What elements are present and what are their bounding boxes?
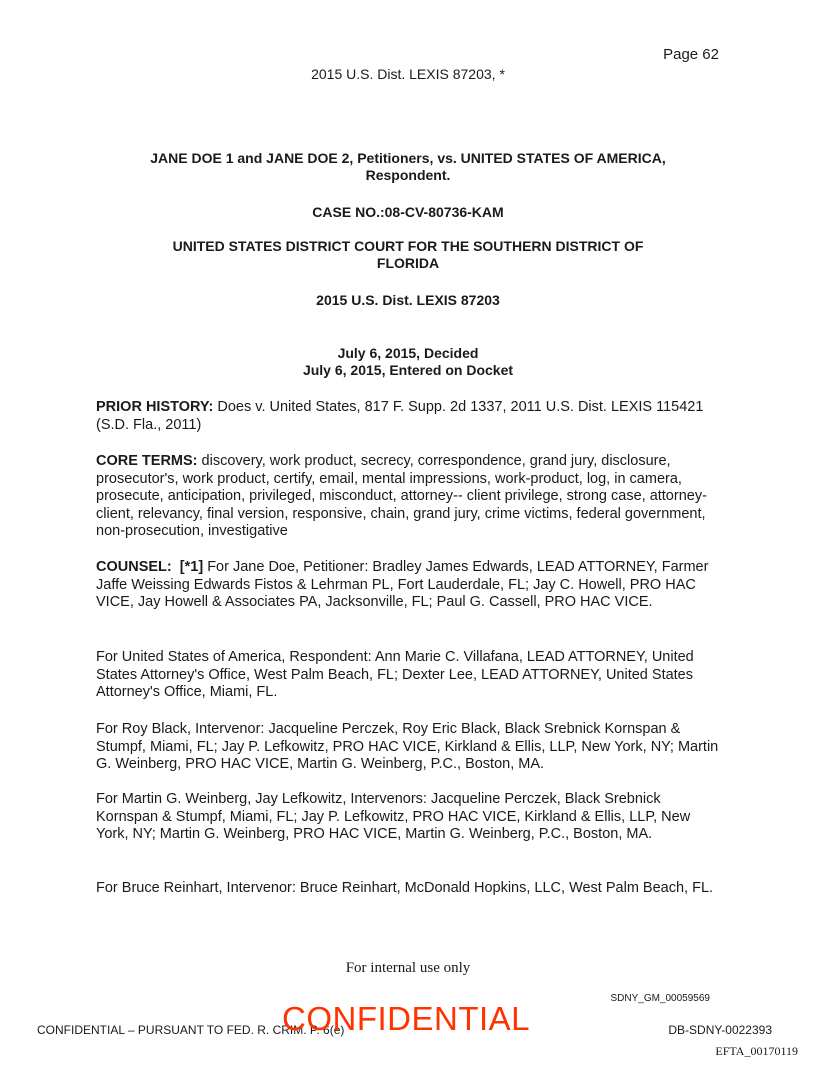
- prior-history-label: PRIOR HISTORY:: [96, 399, 214, 415]
- case-title: JANE DOE 1 and JANE DOE 2, Petitioners, vs. UNITED STATES OF AMERICA, Respondent.: [150, 150, 666, 183]
- core-terms-label: CORE TERMS:: [96, 453, 198, 469]
- counsel-paragraph-1: [96, 559, 726, 612]
- lexis-citation: 2015 U.S. Dist. LEXIS 87203: [316, 292, 500, 308]
- counsel-label: COUNSEL:: [96, 559, 172, 575]
- bates-number-db: DB-SDNY-0022393: [668, 1023, 772, 1037]
- prior-history-text: Does v. United States, 817 F. Supp. 2d 1337, 2011 U.S. Dist. LEXIS 115421 (S.D. Fla., 2011): [96, 399, 704, 433]
- core-terms: [96, 453, 726, 541]
- prior-history: [96, 399, 726, 434]
- confidential-stamp: CONFIDENTIAL: [282, 1000, 531, 1037]
- counsel-paragraph-2: For United States of America, Respondent: Ann Marie C. Villafana, LEAD ATTORNEY, United States Attorney's Office, West Palm Beach, FL; Dexter Lee, LEAD ATTORNEY, United States Attorney's Office, Miami, FL.: [96, 649, 694, 700]
- entered-date: July 6, 2015, Entered on Docket: [302, 362, 514, 378]
- efta-number: EFTA_00170119: [715, 1044, 798, 1058]
- running-citation: 2015 U.S. Dist. LEXIS 87203, *: [311, 66, 505, 82]
- counsel-paragraph-4: For Martin G. Weinberg, Jay Lefkowitz, Intervenors: Jacqueline Perczek, Black Srebnick Kornspan & Stumpf, Miami, FL; Jay P. Lefkowitz, PRO HAC VICE, Kirkland & Ellis, LLP, New York, NY; Martin G. Weinberg, PRO HAC VICE, Martin G. Weinberg, P.C., Boston, MA.: [96, 791, 691, 842]
- page-number: Page 62: [663, 46, 719, 63]
- counsel-paragraph-5: For Bruce Reinhart, Intervenor: Bruce Reinhart, McDonald Hopkins, LLC, West Palm Beach, FL.: [96, 880, 714, 896]
- core-terms-text: discovery, work product, secrecy, correspondence, grand jury, disclosure, prosecutor's, work product, certify, email, mental impressions, work-product, log, in camera, prosecute, anticipation, privileged, misconduct, attorney-- client privilege, strong case, attorney-client, relevancy, final version, responsive, chain, grand jury, crime victims, federal government, non-prosecution, investigative: [96, 453, 707, 539]
- decided-date: July 6, 2015, Decided: [337, 345, 479, 361]
- bates-number-sdny: SDNY_GM_00059569: [610, 993, 710, 1004]
- star-page-marker: [*1]: [179, 559, 204, 575]
- internal-use-notice: For internal use only: [345, 960, 471, 976]
- counsel-text-1: For Jane Doe, Petitioner: Bradley James Edwards, LEAD ATTORNEY, Farmer Jaffe Weissing Edwards Fistos & Lehrman PL, Fort Lauderdale, FL; Jay C. Howell, PRO HAC VICE, Jay Howell & Associates PA, Jacksonville, FL; Paul G. Cassell, PRO HAC VICE.: [96, 559, 709, 610]
- court-name: UNITED STATES DISTRICT COURT FOR THE SOUTHERN DISTRICT OF FLORIDA: [172, 238, 644, 271]
- case-dates: [150, 345, 666, 379]
- confidential-notice: CONFIDENTIAL – PURSUANT TO FED. R. CRIM. P. 6(e): [37, 1023, 345, 1037]
- counsel-paragraph-3: For Roy Black, Intervenor: Jacqueline Perczek, Roy Eric Black, Black Srebnick Kornspan & Stumpf, Miami, FL; Jay P. Lefkowitz, PRO HAC VICE, Kirkland & Ellis, LLP, New York, NY; Martin G. Weinberg, PRO HAC VICE, Martin G. Weinberg, P.C., Boston, MA.: [96, 721, 719, 772]
- case-number: CASE NO.:08-CV-80736-KAM: [312, 204, 504, 220]
